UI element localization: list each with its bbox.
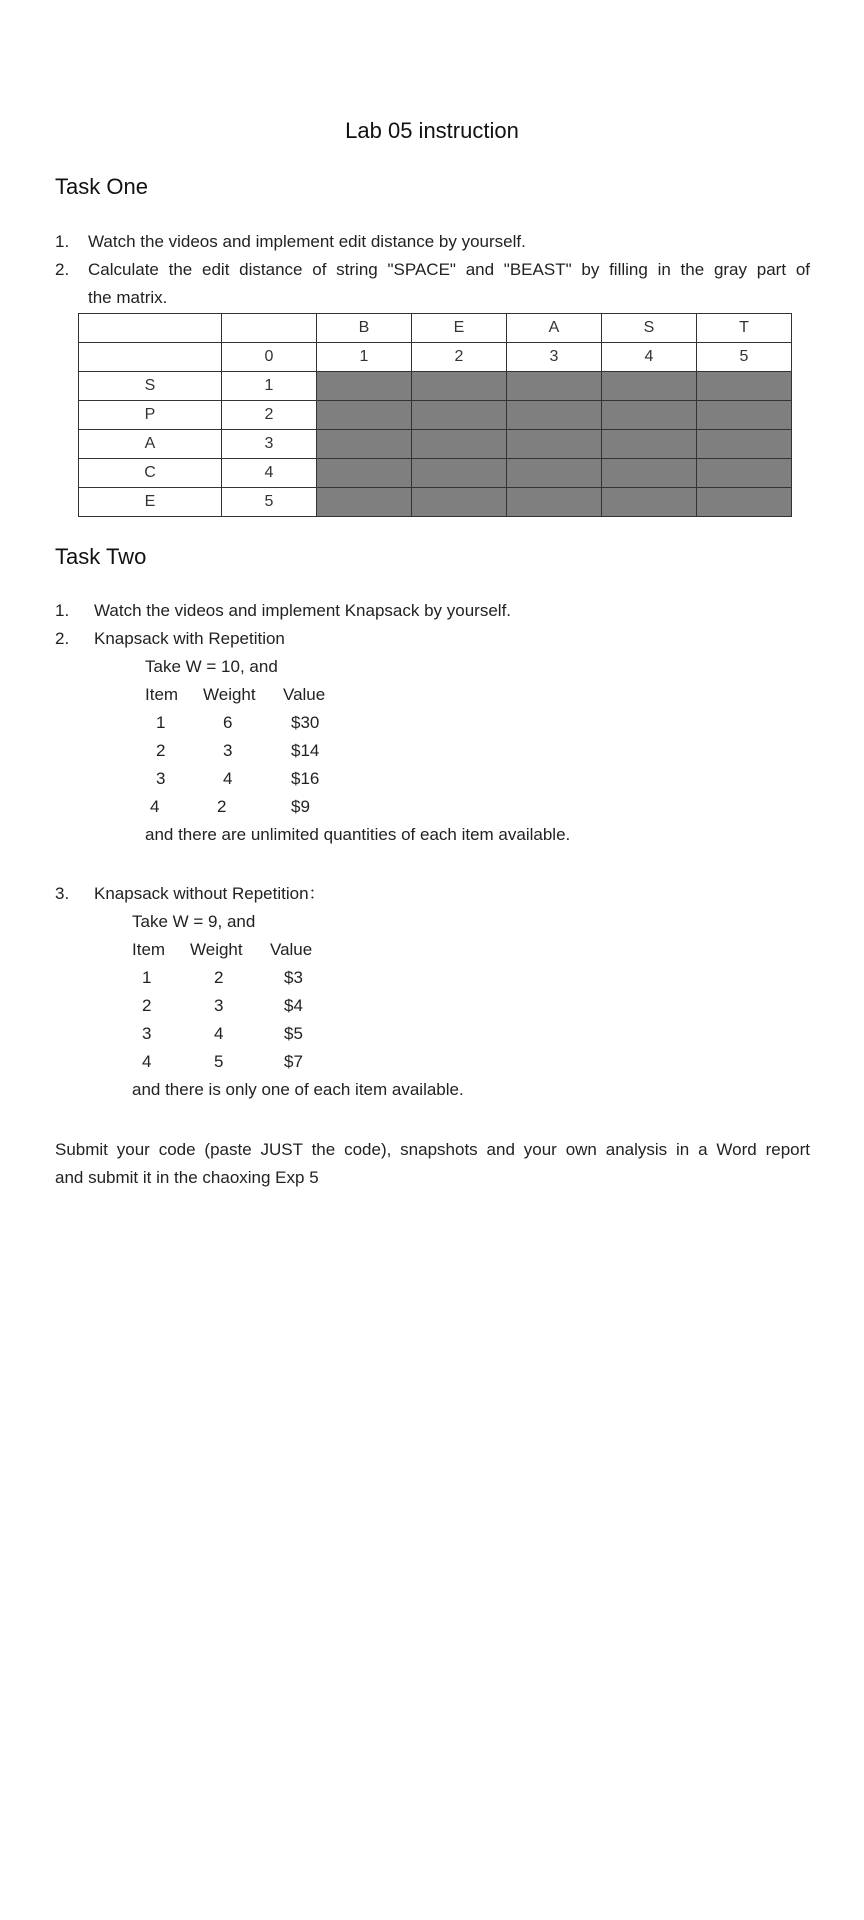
table-row: [145, 737, 405, 765]
matrix-column-number: 5: [697, 343, 792, 372]
item-value: $9: [291, 797, 310, 816]
matrix-row-letter: P: [79, 401, 222, 430]
matrix-row-letter: S: [79, 372, 222, 401]
item-value: $14: [291, 741, 320, 760]
matrix-row-number: 4: [222, 459, 317, 488]
column-header-weight: Weight: [203, 685, 256, 704]
matrix-gray-cell[interactable]: [412, 459, 507, 488]
matrix-row-letter: E: [79, 488, 222, 517]
matrix-header-numbers-row: [79, 343, 792, 372]
matrix-column-number: 0: [222, 343, 317, 372]
matrix-gray-cell[interactable]: [317, 430, 412, 459]
task-one-item-2-text: Calculate the edit distance of string "SPACE" and "BEAST" by filling in the gray part of: [88, 260, 810, 279]
matrix-gray-cell[interactable]: [507, 459, 602, 488]
matrix-header-letters-row: [79, 314, 792, 343]
matrix-row: [79, 488, 792, 517]
task-one-item-1-number: 1.: [55, 232, 70, 251]
matrix-gray-cell[interactable]: [697, 401, 792, 430]
matrix-cell: [222, 314, 317, 343]
matrix-column-number: 4: [602, 343, 697, 372]
item-value: $4: [284, 996, 303, 1015]
matrix-column-number: 3: [507, 343, 602, 372]
knapsack-table-header: [145, 681, 405, 709]
matrix-gray-cell[interactable]: [412, 488, 507, 517]
item-number: 4: [142, 1052, 152, 1071]
item-value: $30: [291, 713, 320, 732]
matrix-gray-cell[interactable]: [507, 401, 602, 430]
matrix-gray-cell[interactable]: [412, 430, 507, 459]
matrix-gray-cell[interactable]: [602, 430, 697, 459]
matrix-column-letter: S: [602, 314, 697, 343]
matrix-gray-cell[interactable]: [317, 401, 412, 430]
column-header-weight: Weight: [190, 940, 243, 959]
edit-distance-matrix: [78, 313, 792, 517]
matrix-column-letter: A: [507, 314, 602, 343]
knapsack-repetition-table: [145, 681, 405, 821]
task-two-item-3-text: Knapsack without Repetition：: [94, 884, 326, 903]
item-value: $7: [284, 1052, 303, 1071]
matrix-column-letter: E: [412, 314, 507, 343]
task-two-item-2-number: 2.: [55, 629, 70, 648]
item-weight: 3: [214, 996, 224, 1015]
matrix-gray-cell[interactable]: [602, 459, 697, 488]
task-one-item-1-text: Watch the videos and implement edit distance by yourself.: [88, 232, 526, 251]
item-value: $5: [284, 1024, 303, 1043]
knapsack-repetition-footer: and there are unlimited quantities of each item available.: [145, 825, 571, 844]
table-row: [145, 793, 405, 821]
matrix-gray-cell[interactable]: [412, 372, 507, 401]
knapsack-table-header: [132, 936, 392, 964]
matrix-row-number: 3: [222, 430, 317, 459]
item-number: 2: [142, 996, 152, 1015]
item-weight: 3: [223, 741, 233, 760]
matrix-row: [79, 430, 792, 459]
item-number: 3: [142, 1024, 152, 1043]
column-header-item: Item: [145, 685, 179, 704]
table-row: [132, 992, 392, 1020]
task-one-heading: Task One: [55, 174, 148, 199]
matrix-cell: [79, 314, 222, 343]
column-header-value: Value: [283, 685, 326, 704]
matrix-row-number: 5: [222, 488, 317, 517]
matrix-gray-cell[interactable]: [602, 488, 697, 517]
item-weight: 2: [214, 968, 224, 987]
task-two-heading: Task Two: [55, 544, 147, 569]
item-number: 2: [156, 741, 166, 760]
knapsack-no-repetition-table: [132, 936, 392, 1076]
item-weight: 4: [223, 769, 233, 788]
matrix-row: [79, 401, 792, 430]
matrix-row-letter: C: [79, 459, 222, 488]
matrix-gray-cell[interactable]: [507, 372, 602, 401]
knapsack-no-repetition-capacity: Take W = 9, and: [132, 912, 256, 931]
item-number: 1: [142, 968, 152, 987]
matrix-gray-cell[interactable]: [317, 372, 412, 401]
matrix-gray-cell[interactable]: [602, 401, 697, 430]
matrix-gray-cell[interactable]: [697, 459, 792, 488]
table-row: [132, 1048, 392, 1076]
item-value: $16: [291, 769, 320, 788]
matrix-gray-cell[interactable]: [602, 372, 697, 401]
table-row: [145, 709, 405, 737]
table-row: [132, 964, 392, 992]
task-two-item-1-text: Watch the videos and implement Knapsack by yourself.: [94, 601, 512, 620]
matrix-gray-cell[interactable]: [697, 488, 792, 517]
submit-instructions-line-2: and submit it in the chaoxing Exp 5: [55, 1168, 319, 1187]
matrix-gray-cell[interactable]: [317, 459, 412, 488]
column-header-value: Value: [270, 940, 313, 959]
matrix-row-number: 2: [222, 401, 317, 430]
item-number: 3: [156, 769, 166, 788]
item-weight: 5: [214, 1052, 224, 1071]
matrix-column-number: 1: [317, 343, 412, 372]
task-one-item-2-continuation: the matrix.: [88, 288, 168, 307]
submit-instructions-line-1: Submit your code (paste JUST the code), snapshots and your own analysis in a Word report: [55, 1140, 810, 1159]
item-number: 4: [150, 797, 160, 816]
item-weight: 6: [223, 713, 233, 732]
column-header-item: Item: [132, 940, 166, 959]
task-one-item-2-number: 2.: [55, 260, 70, 279]
matrix-gray-cell[interactable]: [317, 488, 412, 517]
matrix-column-letter: B: [317, 314, 412, 343]
matrix-row: [79, 459, 792, 488]
matrix-cell: [79, 343, 222, 372]
item-weight: 2: [217, 797, 227, 816]
knapsack-repetition-capacity: Take W = 10, and: [145, 657, 278, 676]
matrix-gray-cell[interactable]: [697, 372, 792, 401]
matrix-gray-cell[interactable]: [507, 488, 602, 517]
item-weight: 4: [214, 1024, 224, 1043]
matrix-gray-cell[interactable]: [697, 430, 792, 459]
task-two-item-1-number: 1.: [55, 601, 70, 620]
document-title: Lab 05 instruction: [345, 118, 519, 143]
matrix-column-letter: T: [697, 314, 792, 343]
table-row: [145, 765, 405, 793]
matrix-row-letter: A: [79, 430, 222, 459]
matrix-row: [79, 372, 792, 401]
knapsack-no-repetition-footer: and there is only one of each item available.: [132, 1080, 464, 1099]
matrix-gray-cell[interactable]: [507, 430, 602, 459]
item-value: $3: [284, 968, 303, 987]
matrix-row-number: 1: [222, 372, 317, 401]
task-two-item-3-number: 3.: [55, 884, 70, 903]
item-number: 1: [156, 713, 166, 732]
matrix-column-number: 2: [412, 343, 507, 372]
task-two-item-2-text: Knapsack with Repetition: [94, 629, 285, 648]
matrix-gray-cell[interactable]: [412, 401, 507, 430]
table-row: [132, 1020, 392, 1048]
